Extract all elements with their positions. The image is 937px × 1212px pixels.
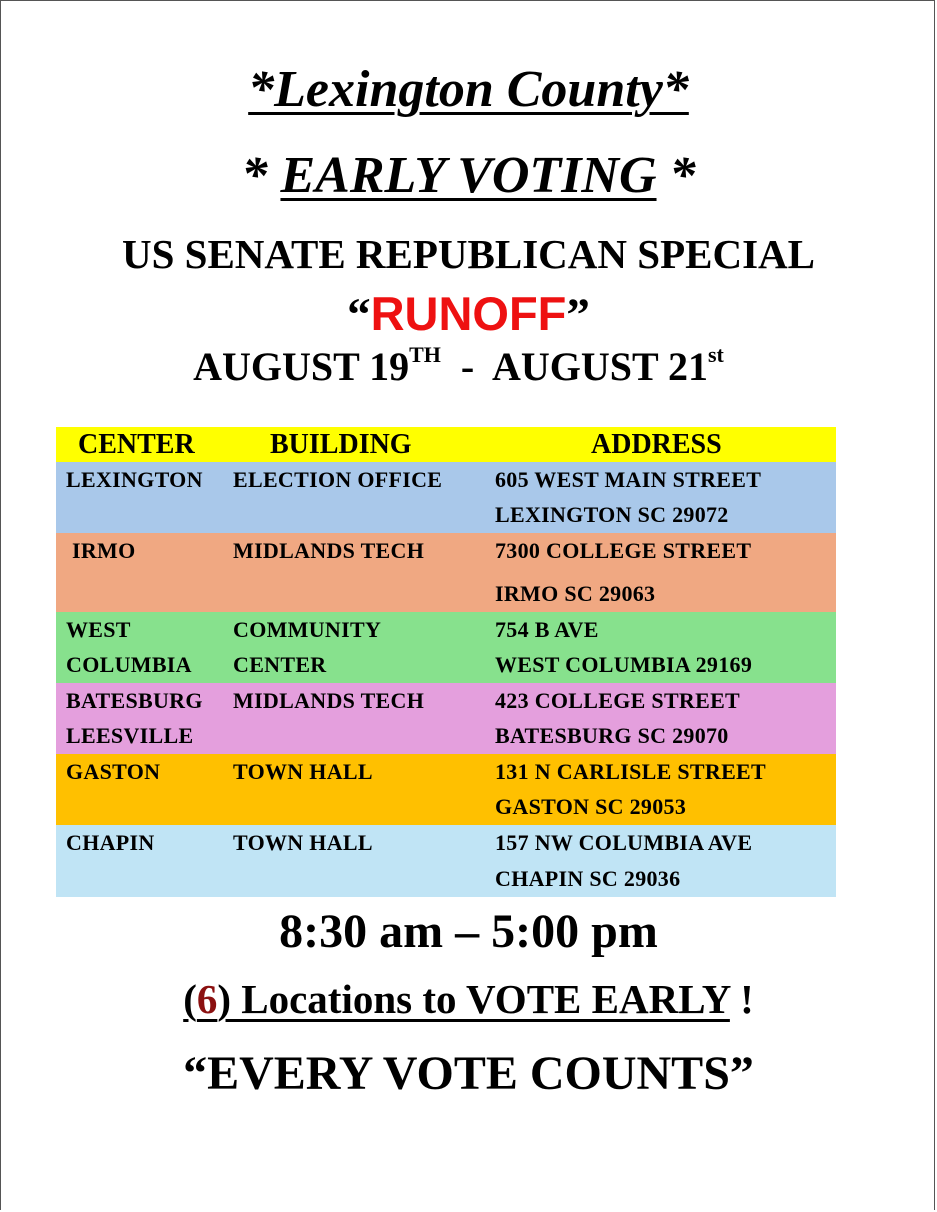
table-row	[56, 533, 836, 612]
table-row	[56, 754, 836, 825]
address-line-1: 7300 COLLEGE STREET	[495, 538, 752, 563]
header-address: ADDRESS	[591, 429, 722, 460]
building-cell: TOWN HALL	[233, 830, 373, 855]
address-line-2: BATESBURG SC 29070	[495, 723, 729, 748]
address-line-1: 157 NW COLUMBIA AVE	[495, 830, 753, 855]
locations-count-number: 6	[196, 976, 218, 1022]
early-voting-suffix: *	[656, 147, 696, 204]
runoff-close-quote: ”	[566, 289, 590, 341]
early-voting-prefix: *	[241, 147, 281, 204]
race-title: US SENATE REPUBLICAN SPECIAL	[122, 231, 815, 277]
address-line-2: WEST COLUMBIA 29169	[495, 652, 753, 677]
date-start-suffix: TH	[409, 342, 441, 367]
building-cell-line-2: CENTER	[233, 652, 327, 677]
date-end: AUGUST 21	[492, 344, 708, 389]
locations-count-text	[183, 976, 730, 1022]
building-cell: ELECTION OFFICE	[233, 467, 443, 492]
header-center: CENTER	[78, 429, 195, 460]
locations-exclamation: !	[729, 976, 754, 1022]
address-line-1: 423 COLLEGE STREET	[495, 688, 741, 713]
center-cell-line-2: LEESVILLE	[66, 723, 194, 748]
center-cell: BATESBURG	[66, 688, 203, 713]
locations-label: ) Locations to VOTE EARLY	[217, 976, 730, 1022]
address-line-2: GASTON SC 29053	[495, 794, 687, 819]
date-range	[0, 342, 927, 390]
address-line-1: 754 B AVE	[495, 617, 599, 642]
building-cell: COMMUNITY	[233, 617, 382, 642]
early-voting-title	[0, 146, 937, 205]
address-line-2: IRMO SC 29063	[495, 581, 656, 606]
county-title-text: *Lexington County*	[248, 61, 689, 118]
table-row	[56, 462, 836, 533]
center-cell: CHAPIN	[66, 830, 155, 855]
center-cell: IRMO	[72, 538, 136, 563]
center-cell: LEXINGTON	[66, 467, 203, 492]
runoff-open-quote: “	[347, 289, 371, 341]
locations-count-line	[0, 975, 937, 1023]
center-cell: GASTON	[66, 759, 161, 784]
voting-hours: 8:30 am – 5:00 pm	[279, 905, 658, 958]
address-line-2: CHAPIN SC 29036	[495, 866, 681, 891]
table-row	[56, 683, 836, 754]
locations-open-paren: (	[183, 976, 197, 1022]
county-title	[0, 60, 937, 119]
address-line-1: 131 N CARLISLE STREET	[495, 759, 766, 784]
table-row	[56, 825, 836, 897]
center-cell-line-2: COLUMBIA	[66, 652, 192, 677]
date-end-suffix: st	[708, 342, 724, 367]
runoff-title	[0, 286, 937, 342]
date-separator: -	[440, 344, 493, 389]
date-start: AUGUST 19	[193, 344, 410, 389]
address-line-2: LEXINGTON SC 29072	[495, 502, 729, 527]
center-cell: WEST	[66, 617, 131, 642]
slogan: “EVERY VOTE COUNTS”	[183, 1047, 754, 1100]
locations-table	[56, 427, 836, 897]
table-row	[56, 612, 836, 683]
runoff-text: RUNOFF	[370, 287, 567, 340]
header-building: BUILDING	[270, 429, 412, 460]
building-cell: MIDLANDS TECH	[233, 538, 425, 563]
building-cell: TOWN HALL	[233, 759, 373, 784]
table-header	[56, 427, 836, 462]
address-line-1: 605 WEST MAIN STREET	[495, 467, 762, 492]
early-voting-text: EARLY VOTING	[280, 147, 657, 204]
building-cell: MIDLANDS TECH	[233, 688, 425, 713]
